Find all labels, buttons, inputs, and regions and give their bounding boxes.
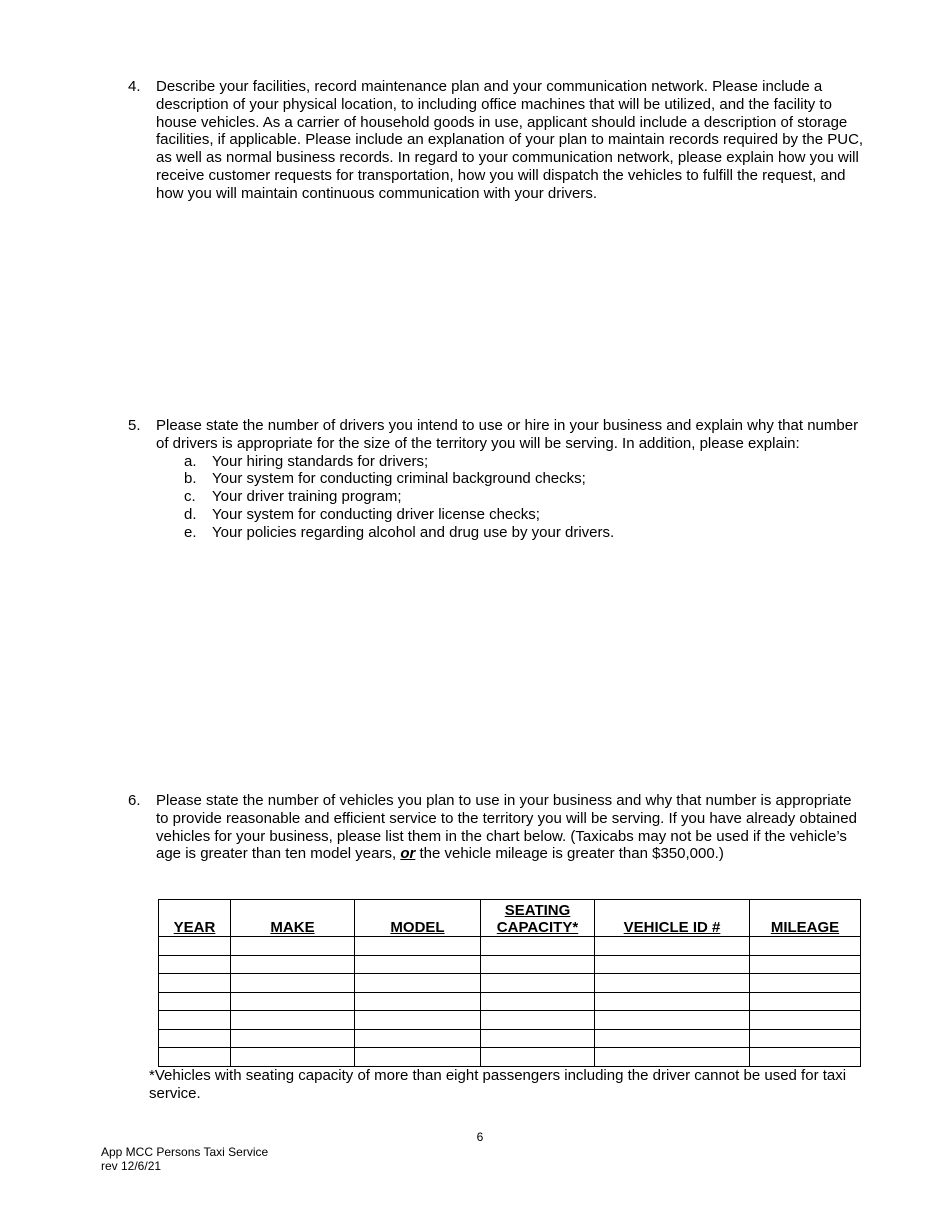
question-6-text: [156, 792, 868, 863]
cell-mileage[interactable]: [750, 1011, 861, 1030]
question-6-text-after: the vehicle mileage is greater than $350,000.): [415, 845, 724, 863]
cell-mileage[interactable]: [750, 974, 861, 993]
table-row: [159, 974, 861, 993]
question-5: [128, 417, 868, 542]
question-5-text: Please state the number of drivers you intend to use or hire in your business and explain why that number of drivers is appropriate for the size of the territory you will be serving. In addition, please explain:: [156, 417, 859, 452]
list-item-letter: c.: [184, 488, 196, 506]
header-vehicle-id: VEHICLE ID #: [595, 900, 750, 937]
table-row: [159, 955, 861, 974]
cell-seating-capacity[interactable]: [481, 1048, 595, 1067]
list-item-text: Your hiring standards for drivers;: [212, 452, 429, 470]
question-5-number: 5.: [128, 417, 141, 434]
cell-model[interactable]: [355, 974, 481, 993]
cell-make[interactable]: [231, 955, 355, 974]
header-model: MODEL: [355, 900, 481, 937]
list-item-text: Your system for conducting criminal background checks;: [212, 470, 586, 488]
table-row: [159, 1048, 861, 1067]
cell-vehicle-id[interactable]: [595, 955, 750, 974]
cell-vehicle-id[interactable]: [595, 992, 750, 1011]
header-make: MAKE: [231, 900, 355, 937]
question-4: [128, 78, 868, 203]
cell-mileage[interactable]: [750, 992, 861, 1011]
cell-mileage[interactable]: [750, 937, 861, 956]
list-item-letter: b.: [184, 470, 197, 488]
cell-make[interactable]: [231, 1048, 355, 1067]
cell-make[interactable]: [231, 937, 355, 956]
header-seating-capacity: [481, 900, 595, 937]
list-item: [184, 524, 868, 542]
cell-year[interactable]: [159, 992, 231, 1011]
cell-vehicle-id[interactable]: [595, 937, 750, 956]
page-number: 6: [476, 1130, 484, 1144]
cell-model[interactable]: [355, 992, 481, 1011]
cell-seating-capacity[interactable]: [481, 1011, 595, 1030]
cell-vehicle-id[interactable]: [595, 1011, 750, 1030]
cell-model[interactable]: [355, 955, 481, 974]
list-item-letter: a.: [184, 452, 197, 470]
cell-seating-capacity[interactable]: [481, 992, 595, 1011]
document-footer: [101, 1145, 268, 1173]
header-seating-line1: SEATING: [504, 902, 571, 919]
table-row: [159, 1029, 861, 1048]
table-row: [159, 937, 861, 956]
cell-make[interactable]: [231, 1029, 355, 1048]
footer-form-name: App MCC Persons Taxi Service: [101, 1145, 269, 1159]
list-item: [184, 488, 868, 506]
footer-revision: rev 12/6/21: [101, 1159, 162, 1173]
question-6-text-before: Please state the number of vehicles you plan to use in your business and why that number is appropriate to provide reasonable and efficient service to the territory you will be serving. If you have already obtained vehicles for your business, please list them in the chart below. (Taxicabs may not be used if the vehicle’s age is greater than ten model years,: [156, 792, 857, 863]
cell-make[interactable]: [231, 1011, 355, 1030]
cell-year[interactable]: [159, 955, 231, 974]
list-item-text: Your driver training program;: [212, 488, 402, 506]
cell-year[interactable]: [159, 1011, 231, 1030]
list-item: [184, 470, 868, 488]
cell-year[interactable]: [159, 937, 231, 956]
cell-mileage[interactable]: [750, 1029, 861, 1048]
table-footnote: *Vehicles with seating capacity of more than eight passengers including the driver cannot be used for taxi service.: [149, 1067, 847, 1102]
question-5-sublist: [184, 453, 868, 542]
question-6-emphasis: or: [400, 845, 416, 863]
table-row: [159, 1011, 861, 1030]
question-6: [128, 792, 868, 863]
question-4-text: Describe your facilities, record maintenance plan and your communication network. Please include a description of your physical location, to including office machines that will be utilized, and the facility to house vehicles. As a carrier of household goods in use, applicant should include a description of storage facilities, if applicable. Please include an explanation of your plan to maintain records required by the PUC, as well as normal business records. In regard to your communication network, please explain how you will receive customer requests for transportation, how you will dispatch the vehicles to fulfill the request, and how you will maintain continuous communication with your drivers.: [156, 78, 864, 202]
cell-seating-capacity[interactable]: [481, 974, 595, 993]
cell-model[interactable]: [355, 1011, 481, 1030]
cell-model[interactable]: [355, 937, 481, 956]
cell-seating-capacity[interactable]: [481, 937, 595, 956]
cell-vehicle-id[interactable]: [595, 1029, 750, 1048]
question-6-number: 6.: [128, 792, 141, 809]
list-item: [184, 506, 868, 524]
header-seating-line2: CAPACITY*: [496, 919, 579, 936]
vehicle-table-header-row: [159, 900, 861, 937]
cell-model[interactable]: [355, 1048, 481, 1067]
list-item-text: Your system for conducting driver license checks;: [212, 505, 540, 523]
list-item-letter: e.: [184, 523, 197, 541]
cell-vehicle-id[interactable]: [595, 974, 750, 993]
list-item: [184, 453, 868, 471]
table-row: [159, 992, 861, 1011]
cell-seating-capacity[interactable]: [481, 1029, 595, 1048]
list-item-text: Your policies regarding alcohol and drug use by your drivers.: [212, 523, 615, 541]
cell-seating-capacity[interactable]: [481, 955, 595, 974]
cell-make[interactable]: [231, 974, 355, 993]
list-item-letter: d.: [184, 505, 197, 523]
header-mileage: MILEAGE: [750, 900, 861, 937]
cell-mileage[interactable]: [750, 1048, 861, 1067]
vehicle-table: [158, 899, 861, 1067]
cell-year[interactable]: [159, 1029, 231, 1048]
cell-year[interactable]: [159, 1048, 231, 1067]
cell-model[interactable]: [355, 1029, 481, 1048]
cell-mileage[interactable]: [750, 955, 861, 974]
question-4-number: 4.: [128, 78, 141, 95]
cell-vehicle-id[interactable]: [595, 1048, 750, 1067]
cell-year[interactable]: [159, 974, 231, 993]
header-year: YEAR: [159, 900, 231, 937]
cell-make[interactable]: [231, 992, 355, 1011]
